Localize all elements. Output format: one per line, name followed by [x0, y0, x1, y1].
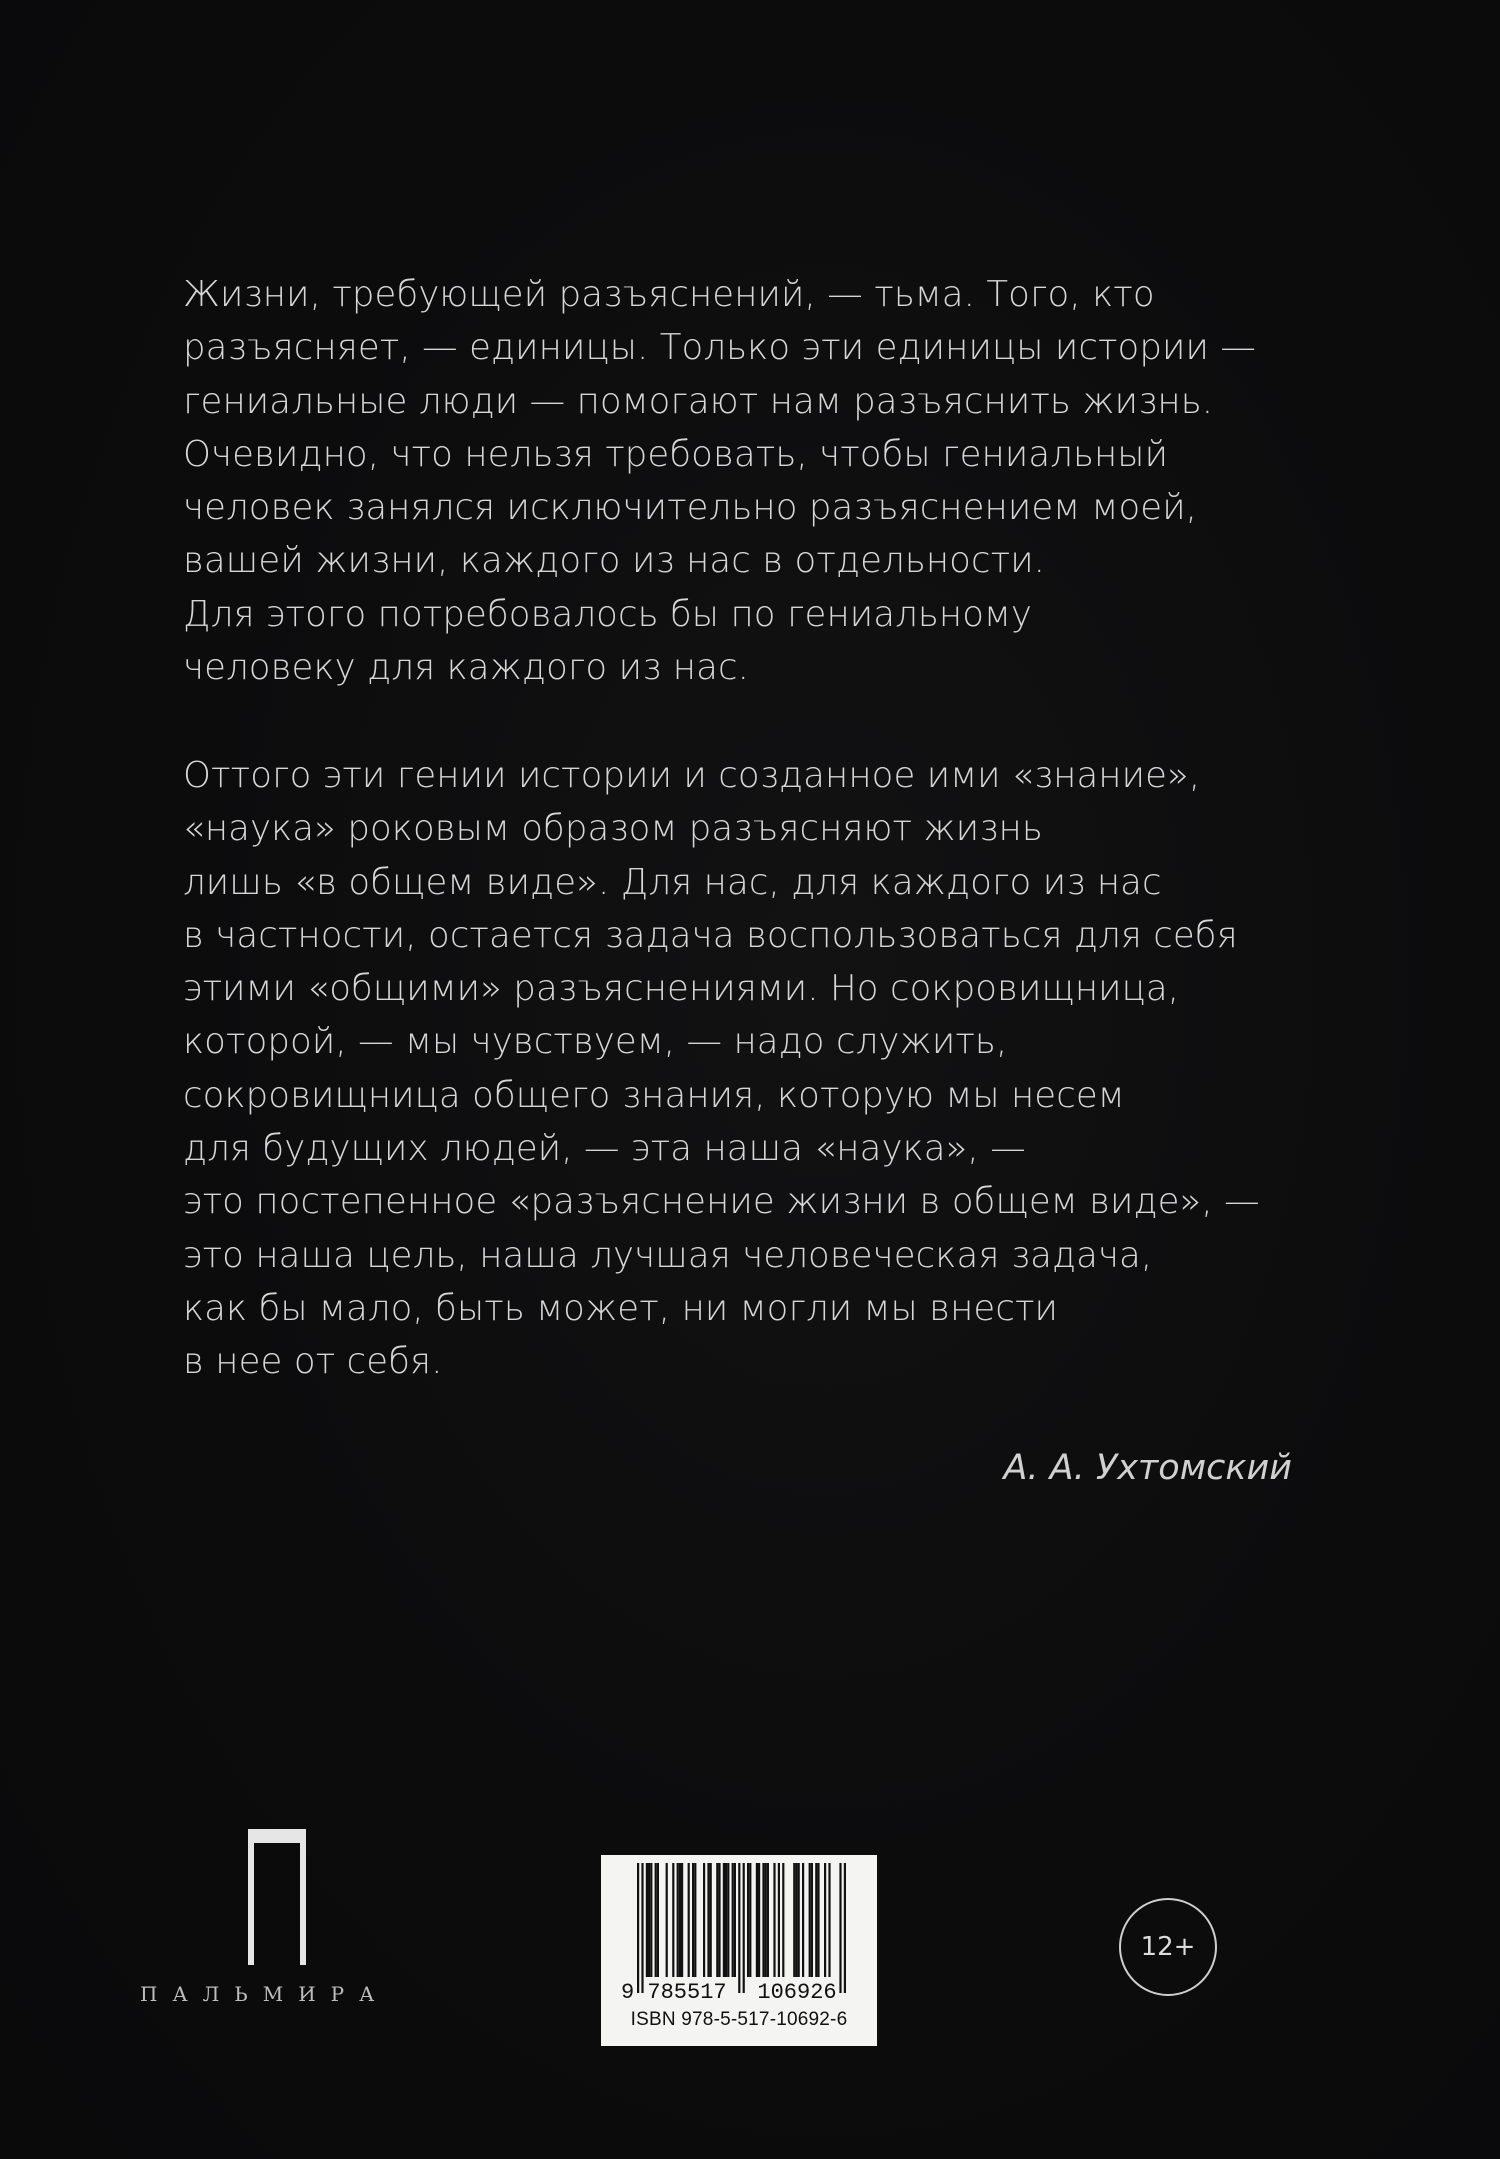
barcode-bars — [601, 1855, 877, 2009]
quote-line: для будущих людей, — эта наша «наука», — — [183, 1128, 1026, 1170]
quote-line: Для этого потребовалось бы по гениальному — [183, 593, 1033, 635]
barcode-bar — [688, 1863, 690, 1977]
quote-line: это наша цель, наша лучшая человеческая задача, — [183, 1234, 1153, 1276]
barcode-bar — [795, 1863, 797, 1977]
quote-line: разъясняет, — единицы. Только эти единицы истории — — [183, 327, 1256, 369]
quote-line: этими «общими» разъяснениями. Но сокровищница, — [183, 968, 1180, 1010]
barcode-bar — [672, 1863, 674, 1977]
quote-line: Жизни, требующей разъяснений, — тьма. Того, кто — [183, 274, 1155, 315]
quote-line: гениальные люди — помогают нам разъяснить жизнь. — [183, 380, 1214, 422]
barcode-bar — [657, 1863, 659, 1977]
barcode-bar — [725, 1863, 727, 1977]
barcode-bar — [758, 1863, 760, 1977]
barcode-bar — [844, 1863, 846, 1993]
quote-line: «наука» роковым образом разъясняют жизнь — [183, 808, 1043, 850]
barcode-first-digit: 9 — [621, 1980, 635, 2005]
barcode-bar — [798, 1863, 800, 1977]
quote-line: вашей жизни, каждого из нас в отдельности. — [183, 540, 1046, 582]
barcode-bar — [694, 1863, 696, 1977]
barcode-bar — [718, 1863, 720, 1977]
barcode-bar — [732, 1863, 734, 1977]
quote-line: человек занялся исключительно разъяснением моей, — [183, 487, 1198, 529]
barcode-bar — [749, 1863, 751, 1977]
barcode-bar — [828, 1863, 830, 1977]
quote-line: в нее от себя. — [183, 1341, 443, 1383]
barcode-bar — [839, 1863, 841, 1993]
barcode-bar — [765, 1863, 767, 1977]
barcode-bar — [762, 1863, 764, 1977]
quote-line: которой, — мы чувствуем, — надо служить, — [183, 1021, 1008, 1063]
gate-arch-icon — [244, 1825, 310, 1965]
barcode-bar — [793, 1863, 795, 1977]
quote-line: как бы мало, быть может, ни могли мы внести — [183, 1287, 1059, 1329]
quote-line: лишь «в общем виде». Для нас, для каждого из нас — [183, 861, 1162, 903]
barcode-bar — [650, 1863, 652, 1977]
isbn-number: ISBN 978-5-517-10692-6 — [630, 2009, 848, 2030]
quote-line: человеку для каждого из нас. — [183, 647, 749, 689]
barcode-bar — [815, 1863, 817, 1977]
barcode-bar — [681, 1863, 683, 1977]
barcode-bar — [666, 1863, 668, 1977]
quote-line: сокровищница общего знания, которую мы несем — [183, 1074, 1125, 1116]
barcode-bar — [809, 1863, 811, 1977]
barcode-bar — [679, 1863, 681, 1977]
quote-line: в частности, остается задача воспользоваться для себя — [183, 914, 1238, 956]
barcode-bar — [703, 1863, 705, 1977]
barcode-bar — [707, 1863, 709, 1977]
barcode-bar — [655, 1863, 657, 1977]
quote-paragraph-2 — [183, 749, 1313, 1389]
barcode-bar — [747, 1863, 749, 1977]
barcode-bar — [637, 1863, 639, 1993]
barcode-bar — [646, 1863, 648, 1977]
barcode-left-digits: 785517 — [647, 1980, 727, 2005]
isbn-barcode — [601, 1855, 877, 2046]
barcode-bar — [782, 1863, 784, 1977]
barcode-bar — [738, 1863, 740, 1993]
publisher-name: ПАЛЬМИРА — [140, 1982, 390, 2006]
barcode-bar — [756, 1863, 758, 1977]
barcode-bar — [824, 1863, 826, 1977]
barcode-bar — [767, 1863, 769, 1977]
quote-paragraph-1 — [183, 268, 1313, 694]
barcode-bar — [716, 1863, 718, 1977]
barcode-bar — [817, 1863, 819, 1977]
quote-line: это постепенное «разъяснение жизни в общем виде», — — [183, 1181, 1260, 1223]
barcode-bar — [734, 1863, 736, 1977]
barcode-bar — [648, 1863, 650, 1977]
quote-line: Оттого эти гении истории и созданное ими «знание», — [183, 755, 1201, 796]
barcode-bar — [710, 1863, 712, 1977]
age-rating-badge: 12+ — [1119, 1898, 1217, 1996]
quote-author: А. А. Ухтомский — [1003, 1448, 1292, 1488]
barcode-bar — [778, 1863, 780, 1977]
barcode-bar — [677, 1863, 679, 1977]
barcode-bar — [811, 1863, 813, 1977]
barcode-bar — [743, 1863, 745, 1993]
barcode-bar — [692, 1863, 694, 1977]
quote-line: Очевидно, что нельзя требовать, чтобы гениальный — [183, 433, 1169, 475]
barcode-bar — [641, 1863, 643, 1993]
barcode-bar — [802, 1863, 804, 1977]
barcode-bar — [723, 1863, 725, 1977]
barcode-right-digits: 106926 — [757, 1980, 837, 2005]
barcode-bar — [773, 1863, 775, 1977]
barcode-bar — [727, 1863, 729, 1977]
